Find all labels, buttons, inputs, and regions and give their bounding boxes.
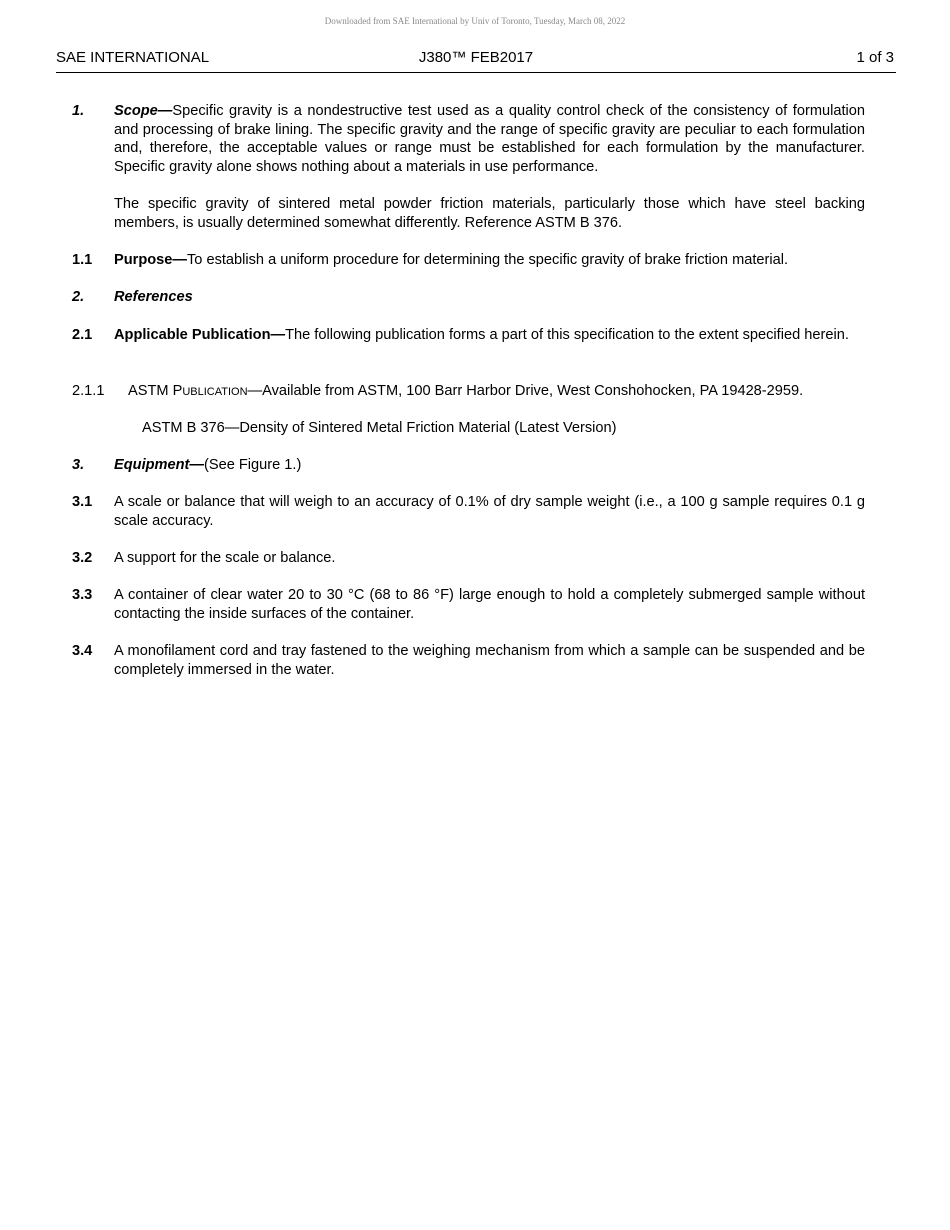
section-title: Scope— [114, 103, 173, 119]
section-3-2 [72, 549, 865, 568]
section-text: To establish a uniform procedure for determining the specific gravity of brake friction material. [186, 252, 789, 268]
section-title: Equipment— [114, 457, 204, 473]
section-title: References [114, 289, 193, 305]
section-content [114, 251, 865, 270]
section-text: Specific gravity is a nondestructive test used as a quality control check of the consistency of formulation and processing of brake lining. The specific gravity and the range of specific gravity are peculiar to each formulation and, therefore, the acceptable values or range must be established for each formulation by the manufacturer. Specific gravity alone shows nothing about a materials in use performance. [114, 103, 865, 175]
section-content [114, 456, 865, 475]
section-number: 2.1 [72, 327, 93, 343]
page-number: 1 of 3 [856, 49, 894, 66]
section-content [114, 102, 865, 176]
section-text: A monofilament cord and tray fastened to the weighing mechanism from which a sample can be suspended and be completely immersed in the water. [114, 643, 865, 678]
section-title-cap: ASTM P [128, 383, 183, 399]
section-number: 1. [72, 103, 85, 119]
section-content [114, 326, 865, 345]
section-3-1 [72, 493, 865, 530]
section-text: —Available from ASTM, 100 Barr Harbor Drive, West Conshohocken, PA 19428-2959. [247, 383, 804, 399]
scope-paragraph-2 [72, 195, 865, 232]
section-3-3 [72, 586, 865, 623]
publisher-name: SAE INTERNATIONAL [56, 49, 210, 66]
section-scope [72, 102, 865, 176]
section-number: 3.3 [72, 587, 93, 603]
section-applicable-publication [72, 326, 865, 345]
paragraph-text: The specific gravity of sintered metal powder friction materials, particularly those which have steel backing members, is usually determined somewhat differently. Reference ASTM B 376. [114, 196, 865, 231]
section-number: 3. [72, 457, 85, 473]
section-number: 1.1 [72, 252, 93, 268]
section-text: (See Figure 1.) [204, 457, 302, 473]
section-number: 3.1 [72, 494, 93, 510]
document-id: J380™ FEB2017 [418, 49, 534, 66]
section-title-smallcaps: UBLICATION [182, 386, 248, 398]
section-text: The following publication forms a part of this specification to the extent specified herein. [285, 327, 849, 343]
section-text: A support for the scale or balance. [114, 550, 336, 566]
section-references [72, 288, 865, 307]
section-number: 2. [72, 289, 85, 305]
section-3-4 [72, 642, 865, 679]
section-text: A container of clear water 20 to 30 °C (68 to 86 °F) large enough to hold a completely submerged sample without contacting the inside surfaces of the container. [114, 587, 865, 622]
section-number: 2.1.1 [72, 383, 105, 399]
astm-reference [72, 419, 865, 438]
page-header [56, 49, 896, 73]
section-title: Purpose— [114, 252, 187, 268]
reference-text: ASTM B 376—Density of Sintered Metal Friction Material (Latest Version) [142, 420, 617, 436]
section-equipment [72, 456, 865, 475]
section-title: Applicable Publication— [114, 327, 286, 343]
section-number: 3.2 [72, 550, 93, 566]
section-content [114, 288, 865, 307]
download-watermark: Downloaded from SAE International by Univ of Toronto, Tuesday, March 08, 2022 [324, 16, 626, 26]
section-astm-publication [72, 382, 865, 402]
section-purpose [72, 251, 865, 270]
section-text: A scale or balance that will weigh to an accuracy of 0.1% of dry sample weight (i.e., a 100 g sample requires 0.1 g scale accuracy. [114, 494, 865, 529]
section-number: 3.4 [72, 643, 93, 659]
section-content [128, 382, 865, 402]
